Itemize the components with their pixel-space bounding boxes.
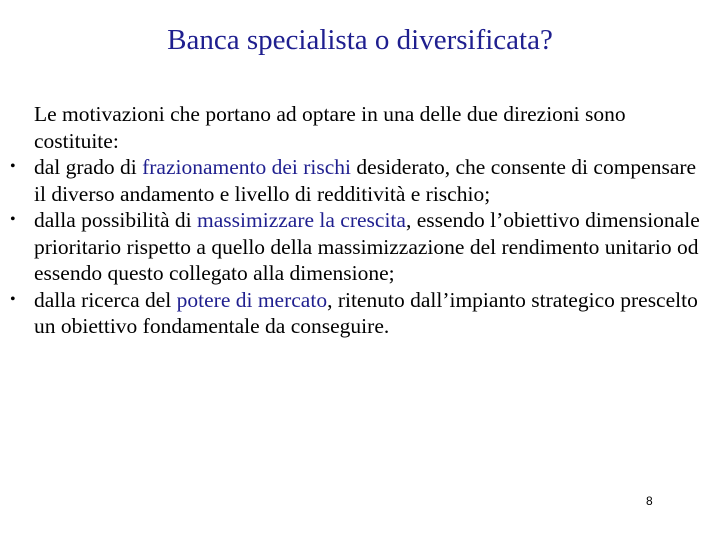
bullet-item-mercato <box>10 287 710 340</box>
bullet-icon: • <box>10 158 16 175</box>
bullet-text-after: , essendo l’obiettivo dimensionale prioritario rispetto a quello della massimizzazione del rendimento unitario od essendo questo collegato alla dimensione; <box>34 208 700 285</box>
slide-body <box>10 101 710 340</box>
bullet-text-before: dalla ricerca del <box>34 287 177 312</box>
highlight-term: potere di mercato <box>176 287 328 312</box>
slide-title: Banca specialista o diversificata? <box>167 24 553 56</box>
bullet-text-before: dal grado di <box>34 155 143 179</box>
bullet-text-after: desiderato, che consente di compensare il diverso andamento e livello di redditività e rischio; <box>34 155 697 206</box>
highlight-term: frazionamento dei rischi <box>142 155 352 179</box>
highlight-term: massimizzare la crescita <box>197 208 406 232</box>
bullet-icon: • <box>10 211 16 228</box>
bullet-item-rischi <box>10 154 710 207</box>
bullet-item-crescita <box>10 207 710 287</box>
bullet-icon: • <box>10 290 16 308</box>
bullet-text-after: , ritenuto dall’impianto strategico prescelto un obiettivo fondamentale da conseguire. <box>34 287 698 338</box>
bullet-text-before: dalla possibilità di <box>34 208 198 232</box>
intro-paragraph: Le motivazioni che portano ad optare in una delle due direzioni sono costituite: <box>34 102 626 153</box>
page-number: 8 <box>646 494 653 508</box>
